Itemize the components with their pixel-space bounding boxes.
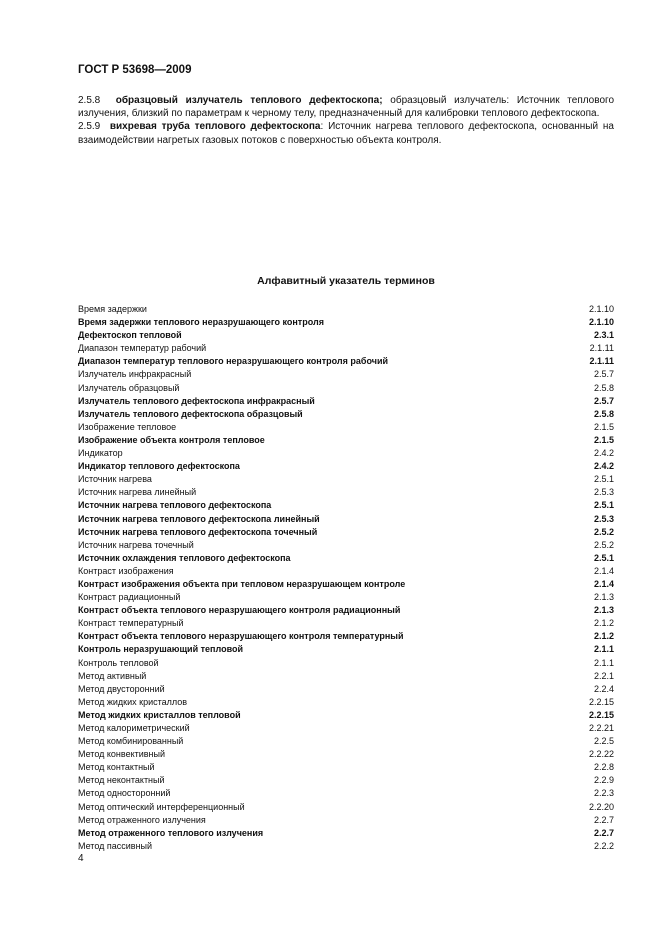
index-ref: 2.2.2 [593,840,614,851]
index-term: Метод пассивный [78,840,153,851]
index-row [78,421,614,434]
index-row [78,722,614,735]
index-ref: 2.4.2 [593,461,614,472]
definition-number: 2.5.9 [78,121,101,133]
index-ref: 2.1.1 [593,644,614,655]
index-term: Метод комбинированный [78,736,184,747]
index-term: Время задержки теплового неразрушающего контроля [78,317,324,328]
index-ref: 2.1.2 [593,618,614,629]
index-term: Источник нагрева теплового дефектоскопа точечный [78,526,318,537]
index-term: Излучатель теплового дефектоскопа образцовый [78,408,303,419]
index-ref: 2.5.3 [593,487,614,498]
index-row [78,696,614,709]
index-ref: 2.1.2 [593,631,614,642]
index-term: Индикатор [78,448,123,459]
index-term: Метод активный [78,670,147,681]
index-row [78,591,614,604]
index-row [78,329,614,342]
index-row [78,460,614,473]
index-row [78,342,614,355]
index-row [78,513,614,526]
index-ref: 2.5.7 [593,395,614,406]
index-ref: 2.2.3 [593,788,614,799]
index-ref: 2.5.8 [593,408,614,419]
index-ref: 2.5.2 [593,539,614,550]
document-header: ГОСТ Р 53698—2009 [78,64,192,76]
index-term: Контроль неразрушающий тепловой [78,644,244,655]
index-ref: 2.2.21 [588,723,614,733]
index-ref: 2.4.2 [593,448,614,459]
index-term: Источник нагрева линейный [78,487,197,498]
index-row [78,735,614,748]
index-ref: 2.5.7 [593,369,614,380]
index-row [78,316,614,329]
index-ref: 2.1.1 [593,657,614,668]
index-row [78,526,614,539]
definition-2-5-9 [78,120,614,146]
index-term: Контраст температурный [78,618,184,629]
index-row [78,447,614,460]
index-row [78,552,614,565]
index-ref: 2.2.8 [593,762,614,773]
index-term: Метод конвективный [78,749,166,760]
index-term: Источник нагрева [78,474,152,485]
index-ref: 2.1.11 [589,356,614,367]
index-row [78,382,614,395]
index-ref: 2.1.10 [588,317,614,328]
index-ref: 2.5.3 [593,513,614,524]
term-index [78,303,614,853]
index-row [78,539,614,552]
index-ref: 2.2.7 [593,827,614,838]
index-row [78,434,614,447]
index-term: Индикатор теплового дефектоскопа [78,461,240,472]
index-row [78,670,614,683]
page-number: 4 [78,853,84,864]
index-ref: 2.5.1 [593,474,614,485]
definition-text: : Источник нагрева теплового дефектоскопа, основанный на взаимодействии нагретых газовых потоков с поверхностью объекта контроля. [78,121,614,146]
index-row [78,565,614,578]
index-title: Алфавитный указатель терминов [257,275,435,287]
index-row [78,774,614,787]
index-row [78,408,614,421]
index-ref: 2.3.1 [593,330,614,341]
index-ref: 2.5.8 [593,382,614,393]
definitions [78,94,614,147]
definition-text: образцовый излучатель: Источник теплового излучения, близкий по параметрам к черному телу, предназначенный для калибровки теплового дефектоскопа. [78,95,614,120]
index-row [78,683,614,696]
index-term: Излучатель образцовый [78,382,180,393]
index-row [78,578,614,591]
index-row [78,814,614,827]
definition-term: вихревая труба теплового дефектоскопа [109,121,321,133]
index-row [78,499,614,512]
definition-2-5-8 [78,94,614,120]
index-term: Контраст изображения объекта при тепловом неразрушающем контроле [78,578,406,589]
index-term: Источник нагрева теплового дефектоскопа линейный [78,513,320,524]
index-ref: 2.1.4 [593,578,614,589]
index-ref: 2.2.4 [593,683,614,694]
index-row [78,630,614,643]
index-term: Время задержки [78,304,147,314]
index-term: Диапазон температур рабочий [78,343,207,354]
index-row [78,355,614,368]
index-ref: 2.2.15 [588,709,614,720]
index-term: Контраст объекта теплового неразрушающего контроля температурный [78,631,404,642]
index-term: Метод жидких кристаллов тепловой [78,709,241,720]
index-ref: 2.5.1 [593,500,614,511]
index-row [78,604,614,617]
index-term: Метод односторонний [78,788,171,799]
definition-number: 2.5.8 [78,95,101,106]
index-term: Метод контактный [78,762,155,773]
index-ref: 2.2.7 [593,814,614,825]
index-row [78,486,614,499]
index-ref: 2.2.20 [588,801,614,812]
index-term: Контраст изображения [78,565,174,576]
index-ref: 2.1.5 [593,434,614,445]
index-term: Изображение объекта контроля тепловое [78,434,265,445]
index-term: Контраст объекта теплового неразрушающего контроля радиационный [78,605,401,616]
index-term: Метод калориметрический [78,723,190,733]
index-term: Контроль тепловой [78,657,159,668]
index-row [78,643,614,656]
index-ref: 2.2.22 [588,749,614,760]
index-ref: 2.2.15 [588,696,614,707]
index-ref: 2.1.4 [593,565,614,576]
index-term: Контраст радиационный [78,592,181,603]
index-ref: 2.1.11 [589,343,614,354]
index-term: Диапазон температур теплового неразрушающего контроля рабочий [78,356,389,367]
index-row [78,801,614,814]
index-term: Излучатель инфракрасный [78,369,192,380]
index-row [78,657,614,670]
index-term: Источник охлаждения теплового дефектоскопа [78,552,291,563]
index-term: Метод отраженного излучения [78,814,206,825]
definition-term: образцовый излучатель теплового дефектоскопа; [115,95,383,106]
index-row [78,748,614,761]
index-term: Изображение тепловое [78,421,177,432]
index-term: Метод оптический интерференционный [78,801,245,812]
index-ref: 2.5.2 [593,526,614,537]
index-term: Метод жидких кристаллов [78,696,188,707]
index-ref: 2.2.1 [593,670,614,681]
index-ref: 2.5.1 [593,552,614,563]
index-ref: 2.1.3 [593,592,614,603]
index-row [78,787,614,800]
index-ref: 2.1.3 [593,605,614,616]
index-row [78,303,614,316]
index-term: Метод неконтактный [78,775,165,786]
index-ref: 2.1.5 [593,421,614,432]
index-term: Источник нагрева точечный [78,539,194,550]
index-ref: 2.1.10 [588,304,614,314]
index-row [78,617,614,630]
index-term: Метод двусторонний [78,683,165,694]
index-ref: 2.2.5 [593,736,614,747]
index-row [78,761,614,774]
index-term: Дефектоскоп тепловой [78,330,182,341]
index-term: Метод отраженного теплового излучения [78,827,264,838]
index-term: Излучатель теплового дефектоскопа инфракрасный [78,395,315,406]
index-row [78,827,614,840]
index-row [78,368,614,381]
index-row [78,709,614,722]
index-term: Источник нагрева теплового дефектоскопа [78,500,272,511]
index-row [78,473,614,486]
index-row [78,840,614,853]
index-row [78,395,614,408]
index-ref: 2.2.9 [593,775,614,786]
